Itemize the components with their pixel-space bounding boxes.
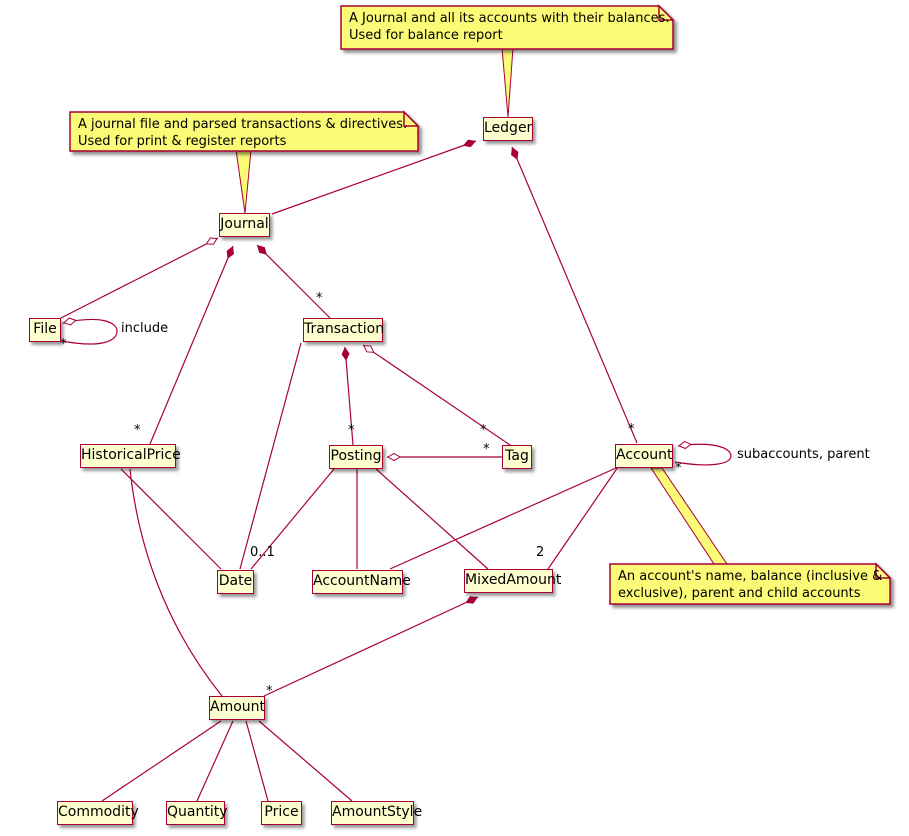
multiplicity-transaction-tag: * [480, 423, 487, 438]
note-account-line1: An account's name, balance (inclusive & [618, 569, 883, 584]
class-amount: Amount [209, 696, 265, 720]
class-mixedamount: MixedAmount [464, 569, 553, 593]
note-connector-journal [236, 150, 251, 213]
edge-mixedamount-amount [264, 597, 478, 696]
multiplicity-ledger-account: * [628, 422, 635, 437]
edge-account-subaccounts-loop [675, 444, 731, 465]
note-journal-line1: A journal file and parsed transactions & directives. [78, 117, 408, 132]
class-commodity: Commodity [57, 801, 133, 825]
class-transaction: Transaction [303, 318, 383, 342]
class-amountstyle: AmountStyle [331, 801, 414, 825]
note-ledger-line2: Used for balance report [349, 28, 503, 43]
class-posting: Posting [329, 445, 383, 469]
edge-label-subaccounts: subaccounts, parent [737, 447, 870, 462]
edge-transaction-date [240, 343, 301, 569]
edge-amount-price [246, 721, 268, 801]
multiplicity-account-self: * [675, 461, 682, 476]
multiplicity-file-self: * [60, 337, 67, 352]
edge-label-include: include [121, 321, 169, 336]
edge-journal-transaction [257, 245, 330, 318]
note-connector-account [651, 468, 727, 564]
class-file: File [29, 318, 61, 342]
class-tag: Tag [502, 445, 532, 469]
class-historicalprice: HistoricalPrice [80, 444, 176, 468]
edge-amount-commodity [102, 721, 221, 801]
note-journal-line2: Used for print & register reports [78, 134, 287, 149]
edge-ledger-account [512, 147, 637, 443]
edge-file-include-loop [62, 319, 117, 344]
edge-journal-file [61, 238, 218, 318]
class-date: Date [217, 570, 254, 594]
edge-amount-amountstyle [259, 721, 352, 801]
class-quantity: Quantity [166, 801, 225, 825]
multiplicity-account-mixedamount: 2 [536, 545, 545, 560]
class-ledger: Ledger [483, 117, 533, 141]
note-connector-ledger [502, 48, 513, 117]
class-account: Account [615, 444, 673, 468]
class-journal: Journal [219, 213, 270, 237]
edge-posting-mixedamount [376, 469, 488, 569]
edge-journal-historicalprice [150, 246, 233, 444]
edge-historicalprice-amount [130, 469, 222, 696]
edge-ledger-journal [272, 141, 476, 214]
note-ledger-text [349, 10, 670, 44]
note-journal-text [78, 116, 407, 150]
multiplicity-journal-historicalprice: * [134, 423, 141, 438]
multiplicity-posting-date: 0..1 [250, 545, 275, 560]
class-price: Price [261, 801, 302, 825]
multiplicity-transaction-posting: * [348, 423, 355, 438]
note-account-text [618, 568, 882, 602]
class-accountname: AccountName [312, 570, 403, 594]
note-ledger-line1: A Journal and all its accounts with their balances. [349, 11, 670, 26]
edge-historicalprice-date [121, 469, 221, 569]
multiplicity-posting-tag: * [483, 442, 490, 457]
note-account-line2: exclusive), parent and child accounts [618, 586, 861, 601]
multiplicity-mixedamount-amount: * [266, 684, 273, 699]
multiplicity-journal-transaction: * [316, 291, 323, 306]
edge-transaction-tag [363, 345, 510, 445]
